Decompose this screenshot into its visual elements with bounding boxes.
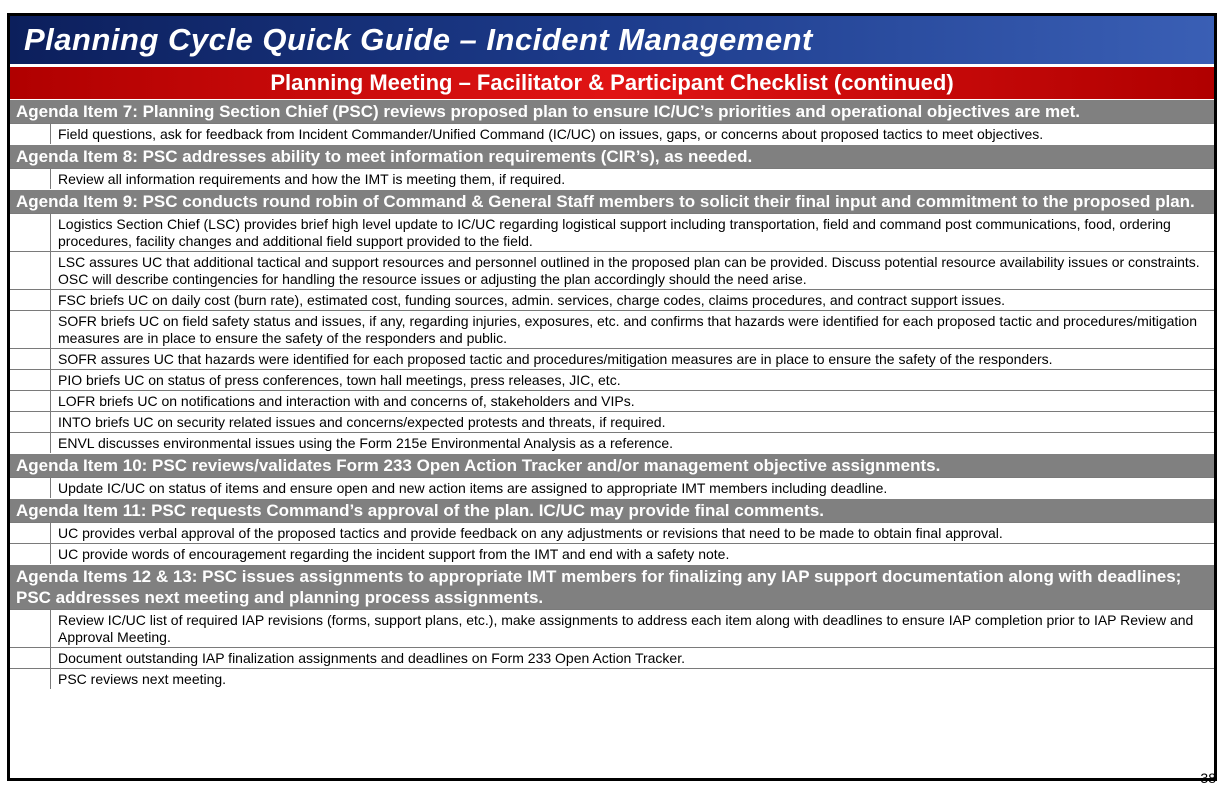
checkbox-cell[interactable]	[10, 648, 51, 668]
page-title: Planning Cycle Quick Guide – Incident Management	[24, 22, 813, 57]
checklist-item-text: Review all information requirements and how the IMT is meeting them, if required.	[58, 171, 566, 187]
checklist-item-text: FSC briefs UC on daily cost (burn rate), estimated cost, funding sources, admin. services, charge codes, claims procedures, and contract support issues.	[58, 292, 1005, 308]
agenda-item-header: Agenda Item 9: PSC conducts round robin of Command & General Staff members to solicit their final input and commitment to the proposed plan.	[10, 189, 1214, 213]
checkbox-cell[interactable]	[10, 433, 51, 453]
checklist-row	[10, 369, 1214, 390]
checklist-row	[10, 348, 1214, 369]
checkbox-cell[interactable]	[10, 311, 51, 348]
checkbox-cell[interactable]	[10, 391, 51, 411]
subtitle-banner	[10, 67, 1214, 99]
checklist-item-text: UC provides verbal approval of the proposed tactics and provide feedback on any adjustments or revisions that need to be made to obtain final approval.	[58, 525, 1003, 541]
checkbox-cell[interactable]	[10, 610, 51, 647]
checklist-row	[10, 522, 1214, 543]
checklist-row	[10, 251, 1214, 289]
checklist-row	[10, 477, 1214, 498]
page-number: 38	[1200, 770, 1216, 786]
checkbox-cell[interactable]	[10, 214, 51, 251]
page-subtitle: Planning Meeting – Facilitator & Participant Checklist (continued)	[270, 70, 954, 95]
checkbox-cell[interactable]	[10, 349, 51, 369]
checklist-row	[10, 168, 1214, 189]
checklist-row	[10, 123, 1214, 144]
checklist-row	[10, 543, 1214, 564]
checklist-row	[10, 411, 1214, 432]
checklist-item-text: INTO briefs UC on security related issues and concerns/expected protests and threats, if required.	[58, 414, 666, 430]
checkbox-cell[interactable]	[10, 669, 51, 689]
title-banner	[10, 16, 1214, 64]
checklist-row	[10, 432, 1214, 453]
checklist-item-text: Field questions, ask for feedback from Incident Commander/Unified Command (IC/UC) on issues, gaps, or concerns about proposed tactics to meet objectives.	[58, 126, 1044, 142]
checklist-row	[10, 289, 1214, 310]
agenda-item-header: Agenda Item 11: PSC requests Command’s approval of the plan. IC/UC may provide final comments.	[10, 498, 1214, 522]
checklist	[10, 99, 1214, 689]
agenda-item-header: Agenda Item 8: PSC addresses ability to meet information requirements (CIR’s), as needed.	[10, 144, 1214, 168]
checkbox-cell[interactable]	[10, 169, 51, 189]
checkbox-cell[interactable]	[10, 478, 51, 498]
checklist-item-text: PSC reviews next meeting.	[58, 671, 227, 687]
checklist-item-text: PIO briefs UC on status of press conferences, town hall meetings, press releases, JIC, etc.	[58, 372, 621, 388]
agenda-item-header: Agenda Item 7: Planning Section Chief (PSC) reviews proposed plan to ensure IC/UC’s priorities and operational objectives are met.	[10, 99, 1214, 123]
checklist-item-text: Logistics Section Chief (LSC) provides brief high level update to IC/UC regarding logistical support including transportation, field and command post communications, food, ordering procedures, facility changes and additional field support provided to the field.	[58, 216, 1171, 249]
checklist-row	[10, 647, 1214, 668]
checkbox-cell[interactable]	[10, 544, 51, 564]
checklist-row	[10, 668, 1214, 689]
checklist-row	[10, 609, 1214, 647]
checklist-item-text: LOFR briefs UC on notifications and interaction with and concerns of, stakeholders and VIPs.	[58, 393, 635, 409]
checklist-item-text: LSC assures UC that additional tactical and support resources and personnel outlined in the proposed plan can be provided. Discuss potential resource availability issues or constraints. OSC will describe contingencies for handling the resource issues or adjusting the plan accordingly should the need arise.	[58, 254, 1200, 287]
checklist-item-text: Update IC/UC on status of items and ensure open and new action items are assigned to appropriate IMT members including deadline.	[58, 480, 888, 496]
page-frame	[7, 13, 1217, 781]
checklist-row	[10, 213, 1214, 251]
checklist-item-text: Review IC/UC list of required IAP revisions (forms, support plans, etc.), make assignments to address each item along with deadlines to ensure IAP completion prior to IAP Review and Approval Meeting.	[58, 612, 1194, 645]
checklist-row	[10, 390, 1214, 411]
agenda-item-header: Agenda Items 12 & 13: PSC issues assignments to appropriate IMT members for finalizing any IAP support documentation along with deadlines; PSC addresses next meeting and planning process assignments.	[10, 564, 1214, 609]
checkbox-cell[interactable]	[10, 523, 51, 543]
checkbox-cell[interactable]	[10, 252, 51, 289]
checklist-item-text: ENVL discusses environmental issues using the Form 215e Environmental Analysis as a reference.	[58, 435, 674, 451]
checklist-item-text: Document outstanding IAP finalization assignments and deadlines on Form 233 Open Action Tracker.	[58, 650, 685, 666]
checklist-item-text: SOFR briefs UC on field safety status and issues, if any, regarding injuries, exposures, etc. and confirms that hazards were identified for each proposed tactic and procedures/mitigation measures are in place to ensure the safety of the responders and public.	[58, 313, 1197, 346]
checklist-item-text: SOFR assures UC that hazards were identified for each proposed tactic and procedures/mitigation measures are in place to ensure the safety of the responders.	[58, 351, 1053, 367]
checkbox-cell[interactable]	[10, 412, 51, 432]
checkbox-cell[interactable]	[10, 124, 51, 144]
checklist-row	[10, 310, 1214, 348]
checkbox-cell[interactable]	[10, 370, 51, 390]
checklist-item-text: UC provide words of encouragement regarding the incident support from the IMT and end with a safety note.	[58, 546, 730, 562]
agenda-item-header: Agenda Item 10: PSC reviews/validates Form 233 Open Action Tracker and/or management objective assignments.	[10, 453, 1214, 477]
checkbox-cell[interactable]	[10, 290, 51, 310]
